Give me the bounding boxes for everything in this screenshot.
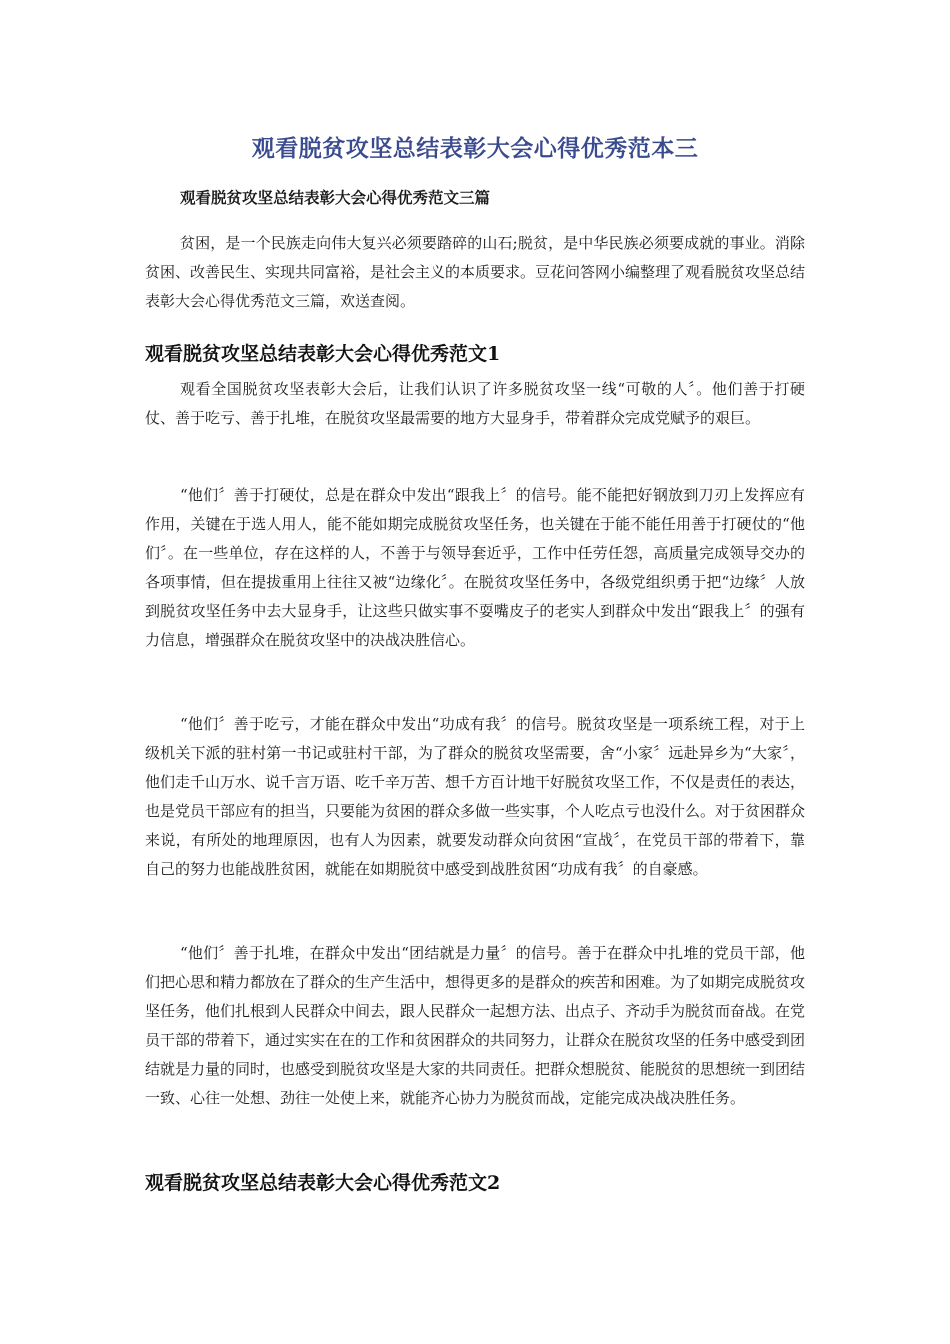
section-heading-1: 观看脱贫攻坚总结表彰大会心得优秀范文1 <box>145 343 501 365</box>
section-1-paragraph-4: “他们〞善于扎堆，在群众中发出“团结就是力量〞的信号。善于在群众中扎堆的党员干部，他们把心思和精力都放在了群众的生产生活中，想得更多的是群众的疾苦和困难。为了如期完成脱贫攻坚任务，他们扎根到人民群众中间去，跟人民群众一起想方法、出点子、齐动手为脱贫而奋战。在党员干部的带着下，通过实实在在的工作和贫困群众的共同努力，让群众在脱贫攻坚的任务中感受到团结就是力量的同时，也感受到脱贫攻坚是大家的共同责任。把群众想脱贫、能脱贫的思想统一到团结一致、心往一处想、劲往一处使上来，就能齐心协力为脱贫而战，定能完成决战决胜任务。 <box>145 944 806 1107</box>
section-1-paragraph-3: “他们〞善于吃亏，才能在群众中发出“功成有我〞的信号。脱贫攻坚是一项系统工程，对于上级机关下派的驻村第一书记或驻村干部，为了群众的脱贫攻坚需要，舍“小家〞远赴异乡为“大家〞，他们走千山万水、说千言万语、吃千辛万苦、想千方百计地干好脱贫攻坚工作，不仅是责任的表达，也是党员干部应有的担当，只要能为贫困的群众多做一些实事，个人吃点亏也没什么。对于贫困群众来说，有所处的地理原因，也有人为因素，就要发动群众向贫困“宣战〞，在党员干部的带着下，靠自己的努力也能战胜贫困，就能在如期脱贫中感受到战胜贫困“功成有我〞的自豪感。 <box>145 715 806 878</box>
section-heading-2: 观看脱贫攻坚总结表彰大会心得优秀范文2 <box>145 1172 501 1194</box>
section-1-paragraph-2: “他们〞善于打硬仗，总是在群众中发出“跟我上〞的信号。能不能把好钢放到刀刃上发挥应有作用，关键在于选人用人，能不能如期完成脱贫攻坚任务，也关键在于能不能任用善于打硬仗的“他们〞。在一些单位，存在这样的人，不善于与领导套近乎，工作中任劳任怨，高质量完成领导交办的各项事情，但在提拔重用上往往又被“边缘化〞。在脱贫攻坚任务中，各级党组织勇于把“边缘〞人放到脱贫攻坚任务中去大显身手，让这些只做实事不耍嘴皮子的老实人到群众中发出“跟我上〞的强有力信息，增强群众在脱贫攻坚中的决战决胜信心。 <box>145 486 805 649</box>
intro-paragraph: 贫困，是一个民族走向伟大复兴必须要踏碎的山石;脱贫，是中华民族必须要成就的事业。消除贫困、改善民生、实现共同富裕，是社会主义的本质要求。豆花问答网小编整理了观看脱贫攻坚总结表彰大会心得优秀范文三篇，欢送查阅。 <box>145 234 806 310</box>
subtitle: 观看脱贫攻坚总结表彰大会心得优秀范文三篇 <box>180 188 491 207</box>
section-1-paragraph-1: 观看全国脱贫攻坚表彰大会后，让我们认识了许多脱贫攻坚一线“可敬的人〞。他们善于打硬仗、善于吃亏、善于扎堆，在脱贫攻坚最需要的地方大显身手，带着群众完成党赋予的艰巨。 <box>145 380 805 427</box>
page-title: 观看脱贫攻坚总结表彰大会心得优秀范本三 <box>251 136 699 162</box>
